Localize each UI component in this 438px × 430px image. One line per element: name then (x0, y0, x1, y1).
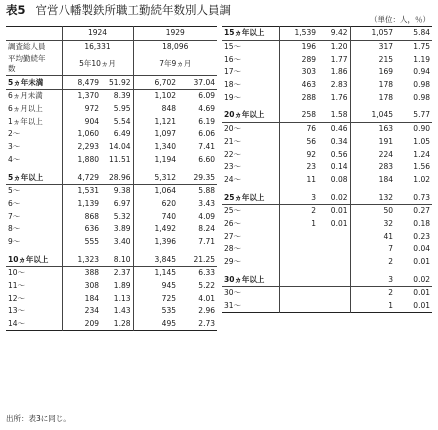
table-row (6, 184, 217, 197)
table-row (222, 300, 432, 313)
count-1924 (279, 256, 318, 269)
pct-1929: 7.41 (198, 142, 215, 152)
count-1924: 1,323 (62, 253, 101, 266)
year-header-blank (6, 27, 62, 41)
row-label: 25～ (224, 206, 242, 216)
pct-1924 (318, 256, 350, 269)
row-label: 6ヵ月以上 (8, 104, 43, 114)
row-label: 25ヵ年以上 (224, 192, 265, 202)
pct-1929: 0.98 (413, 80, 430, 90)
pct-1924: 51.92 (109, 77, 131, 87)
count-1924: 1,531 (62, 184, 101, 197)
table-row (6, 128, 217, 141)
table-row (6, 318, 217, 331)
count-1924 (279, 300, 318, 313)
pct-1924: 0.08 (330, 174, 348, 184)
pct-1929: 37.04 (193, 77, 215, 87)
pct-1929: 0.02 (413, 274, 430, 284)
row-label: 24～ (224, 174, 242, 184)
count-1929: 5,312 (133, 171, 178, 184)
average-row (6, 53, 217, 76)
table-row (6, 198, 217, 211)
pct-1924 (318, 230, 350, 243)
pct-1929: 2.73 (198, 319, 215, 329)
pct-1929: 0.73 (413, 192, 430, 202)
pct-1924: 1.20 (330, 42, 348, 52)
pct-1929: 5.22 (198, 281, 215, 291)
pct-1924: 3.89 (113, 224, 131, 234)
table-row (6, 141, 217, 154)
group-total-row (6, 171, 217, 184)
pct-1924 (318, 273, 350, 286)
count-1924: 463 (279, 79, 318, 92)
pct-1924: 1.77 (330, 54, 348, 64)
count-1924: 1,060 (62, 128, 101, 141)
pct-1924: 0.56 (330, 149, 348, 159)
row-label: 29～ (224, 257, 242, 267)
pct-1924: 5.95 (113, 104, 131, 114)
count-1929: 1,121 (133, 115, 178, 128)
average-1924: 5年10ヵ月 (62, 53, 133, 76)
pct-1924: 0.01 (330, 206, 348, 216)
pct-1929: 4.09 (198, 211, 215, 221)
count-1929: 184 (350, 174, 395, 187)
pct-1929: 1.02 (413, 174, 430, 184)
row-label: 30～ (224, 288, 242, 298)
pct-1924: 6.97 (113, 198, 131, 208)
table-row (222, 174, 432, 187)
count-1929: 178 (350, 79, 395, 92)
count-1929: 1,064 (133, 184, 178, 197)
count-1924: 56 (279, 136, 318, 149)
survey-1924: 16,331 (62, 40, 133, 53)
count-1924: 3 (279, 191, 318, 204)
table-row (6, 305, 217, 318)
pct-1924: 1.89 (113, 281, 131, 291)
count-1929: 495 (133, 318, 178, 331)
pct-1929: 1.75 (413, 42, 430, 52)
pct-1929: 8.24 (198, 224, 215, 234)
count-1924: 1,370 (62, 90, 101, 103)
pct-1929: 6.19 (198, 116, 215, 126)
row-label: 5ヵ年未満 (8, 77, 44, 87)
pct-1924: 1.43 (113, 306, 131, 316)
row-label: 15ヵ年以上 (224, 28, 265, 38)
row-label: 8～ (8, 224, 21, 234)
table-row (222, 122, 432, 135)
count-1924: 904 (62, 115, 101, 128)
pct-1924: 9.42 (330, 28, 348, 38)
count-1929: 215 (350, 53, 395, 66)
pct-1924: 1.76 (330, 92, 348, 102)
right-table (222, 26, 432, 313)
count-1924: 1,880 (62, 154, 101, 167)
pct-1924: 5.54 (113, 116, 131, 126)
pct-1924: 1.86 (330, 67, 348, 77)
pct-1929: 2.96 (198, 306, 215, 316)
row-label: 20ヵ年以上 (224, 110, 265, 120)
pct-1924: 2.37 (113, 268, 131, 278)
count-1929: 3,845 (133, 253, 178, 266)
pct-1924: 1.13 (113, 293, 131, 303)
survey-1929: 18,096 (133, 40, 217, 53)
count-1929: 1,045 (350, 109, 395, 122)
pct-1929: 0.01 (413, 288, 430, 298)
table-row (222, 148, 432, 161)
row-label: 6～ (8, 198, 21, 208)
group-total-row (222, 273, 432, 286)
row-label: 15～ (224, 42, 242, 52)
average-label-line1: 平均勤続年 (8, 54, 46, 64)
average-1929: 7年9ヵ月 (133, 53, 217, 76)
count-1924: 1,139 (62, 198, 101, 211)
count-1929: 169 (350, 66, 395, 79)
table-row (6, 267, 217, 280)
count-1929: 1,396 (133, 236, 178, 249)
average-label-line2: 数 (8, 64, 16, 74)
count-1929: 191 (350, 136, 395, 149)
pct-1924: 8.10 (113, 254, 131, 264)
count-1929: 1,492 (133, 223, 178, 236)
count-1929: 740 (133, 210, 178, 223)
count-1924 (279, 230, 318, 243)
average-label (6, 53, 62, 76)
table-title (6, 3, 231, 17)
count-1924: 289 (279, 53, 318, 66)
pct-1929: 7.71 (198, 236, 215, 246)
count-1929: 725 (133, 292, 178, 305)
year-header-row (6, 27, 217, 41)
pct-1929: 1.19 (413, 54, 430, 64)
count-1924: 1 (279, 218, 318, 231)
pct-1929: 5.77 (413, 110, 430, 120)
survey-label: 調査総人員 (8, 42, 46, 52)
pct-1929: 21.25 (193, 254, 215, 264)
row-label: 31～ (224, 301, 242, 311)
row-label: 5～ (8, 186, 21, 196)
table-row (6, 223, 217, 236)
pct-1929: 0.23 (413, 231, 430, 241)
pct-1929: 0.27 (413, 206, 430, 216)
pct-1924: 0.02 (330, 192, 348, 202)
row-label: 6ヵ月未満 (8, 91, 43, 101)
table-row (222, 230, 432, 243)
pct-1929: 0.90 (413, 124, 430, 134)
count-1929: 2 (350, 256, 395, 269)
count-1929: 163 (350, 122, 395, 135)
pct-1929: 1.24 (413, 149, 430, 159)
year-header-1929: 1929 (133, 27, 217, 41)
count-1929: 1 (350, 300, 395, 313)
pct-1924: 1.58 (330, 110, 348, 120)
row-label: 19～ (224, 92, 242, 102)
table-row (222, 256, 432, 269)
pct-1929: 0.01 (413, 301, 430, 311)
row-label: 16～ (224, 54, 242, 64)
table-row (6, 280, 217, 293)
row-label: 11～ (8, 281, 26, 291)
pct-1929: 0.98 (413, 92, 430, 102)
pct-1924: 0.01 (330, 218, 348, 228)
table-row (6, 292, 217, 305)
pct-1929: 5.84 (413, 28, 430, 38)
pct-1924: 5.32 (113, 211, 131, 221)
count-1929: 1,194 (133, 154, 178, 167)
pct-1924 (318, 243, 350, 256)
row-label: 14～ (8, 319, 26, 329)
row-label: 20～ (224, 124, 242, 134)
count-1929: 535 (133, 305, 178, 318)
count-1929: 132 (350, 191, 395, 204)
group-total-row (222, 27, 432, 41)
count-1924: 23 (279, 161, 318, 174)
count-1924: 303 (279, 66, 318, 79)
row-label: 5ヵ年以上 (8, 172, 44, 182)
count-1924 (279, 287, 318, 300)
pct-1929: 0.04 (413, 244, 430, 254)
count-1929: 2 (350, 287, 395, 300)
row-label: 13～ (8, 306, 26, 316)
table-number: 表5 (6, 3, 26, 17)
count-1929: 945 (133, 280, 178, 293)
table-row (222, 53, 432, 66)
pct-1929: 1.56 (413, 162, 430, 172)
table-row (222, 66, 432, 79)
count-1924: 209 (62, 318, 101, 331)
count-1929: 6,702 (133, 76, 178, 90)
count-1924: 288 (279, 91, 318, 104)
row-label: 21～ (224, 136, 242, 146)
count-1924: 388 (62, 267, 101, 280)
table-row (222, 91, 432, 104)
table-row (6, 115, 217, 128)
count-1929: 224 (350, 148, 395, 161)
row-label: 28～ (224, 244, 242, 254)
count-1924: 4,729 (62, 171, 101, 184)
pct-1924: 1.28 (113, 319, 131, 329)
table-row (6, 210, 217, 223)
group-total-row (6, 253, 217, 266)
count-1924: 972 (62, 103, 101, 116)
count-1929: 1,057 (350, 27, 395, 41)
count-1924: 8,479 (62, 76, 101, 90)
pct-1929: 5.88 (198, 186, 215, 196)
row-label: 27～ (224, 231, 242, 241)
count-1929: 3 (350, 273, 395, 286)
count-1924: 92 (279, 148, 318, 161)
count-1929: 178 (350, 91, 395, 104)
pct-1929: 4.01 (198, 293, 215, 303)
table-row (6, 236, 217, 249)
count-1924: 636 (62, 223, 101, 236)
pct-1929: 6.09 (198, 91, 215, 101)
survey-row (6, 40, 217, 53)
count-1924: 184 (62, 292, 101, 305)
pct-1924 (318, 300, 350, 313)
pct-1929: 0.94 (413, 67, 430, 77)
pct-1929: 6.60 (198, 154, 215, 164)
count-1929: 41 (350, 230, 395, 243)
year-header-1924: 1924 (62, 27, 133, 41)
count-1924 (279, 273, 318, 286)
count-1924: 1,539 (279, 27, 318, 41)
count-1929: 50 (350, 204, 395, 217)
pct-1924: 6.49 (113, 129, 131, 139)
group-total-row (6, 76, 217, 90)
pct-1924: 0.34 (330, 136, 348, 146)
count-1929: 848 (133, 103, 178, 116)
unit-note: （単位：人，％） (370, 15, 430, 24)
table-row (222, 136, 432, 149)
row-label: 3～ (8, 142, 21, 152)
count-1924: 868 (62, 210, 101, 223)
row-label: 23～ (224, 162, 242, 172)
pct-1929: 4.69 (198, 104, 215, 114)
count-1929: 32 (350, 218, 395, 231)
pct-1929: 6.06 (198, 129, 215, 139)
count-1924: 234 (62, 305, 101, 318)
pct-1929: 29.35 (193, 172, 215, 182)
pct-1924: 14.04 (109, 142, 131, 152)
count-1929: 317 (350, 40, 395, 53)
pct-1924: 11.51 (109, 154, 131, 164)
table-row (222, 218, 432, 231)
count-1924: 555 (62, 236, 101, 249)
count-1924: 308 (62, 280, 101, 293)
group-total-row (222, 191, 432, 204)
table-row (6, 154, 217, 167)
pct-1929: 3.43 (198, 198, 215, 208)
row-label: 7～ (8, 211, 21, 221)
pct-1924: 8.39 (113, 91, 131, 101)
table-row (222, 287, 432, 300)
count-1929: 283 (350, 161, 395, 174)
pct-1929: 1.05 (413, 136, 430, 146)
table-row (6, 90, 217, 103)
row-label: 30ヵ年以上 (224, 274, 265, 284)
count-1924: 2 (279, 204, 318, 217)
pct-1929: 0.01 (413, 257, 430, 267)
row-label: 1ヵ年以上 (8, 116, 43, 126)
table-row (222, 243, 432, 256)
pct-1924: 9.38 (113, 186, 131, 196)
footnote: 出所：表3に同じ。 (6, 414, 71, 423)
pct-1924: 28.96 (109, 172, 131, 182)
pct-1924: 0.14 (330, 162, 348, 172)
table-row (222, 79, 432, 92)
count-1924: 11 (279, 174, 318, 187)
row-label: 12～ (8, 293, 26, 303)
table-title-text: 官営八幡製鉄所職工勤続年数別人員調 (35, 3, 232, 17)
count-1929: 1,145 (133, 267, 178, 280)
row-label: 10ヵ年以上 (8, 254, 49, 264)
pct-1929: 6.33 (198, 268, 215, 278)
row-label: 9～ (8, 236, 21, 246)
group-total-row (222, 109, 432, 122)
row-label: 10～ (8, 268, 26, 278)
count-1924: 196 (279, 40, 318, 53)
count-1929: 1,102 (133, 90, 178, 103)
count-1924: 2,293 (62, 141, 101, 154)
table-row (222, 161, 432, 174)
count-1929: 1,340 (133, 141, 178, 154)
table-row (222, 40, 432, 53)
row-label: 17～ (224, 67, 242, 77)
row-label: 2～ (8, 129, 21, 139)
row-label: 22～ (224, 149, 242, 159)
table-row (6, 103, 217, 116)
count-1929: 7 (350, 243, 395, 256)
row-label: 18～ (224, 80, 242, 90)
pct-1924: 0.46 (330, 124, 348, 134)
left-table (6, 26, 217, 331)
row-label: 4～ (8, 154, 21, 164)
pct-1929: 0.18 (413, 218, 430, 228)
row-label: 26～ (224, 218, 242, 228)
count-1924 (279, 243, 318, 256)
count-1929: 1,097 (133, 128, 178, 141)
pct-1924 (318, 287, 350, 300)
pct-1924: 3.40 (113, 236, 131, 246)
count-1924: 76 (279, 122, 318, 135)
count-1924: 258 (279, 109, 318, 122)
count-1929: 620 (133, 198, 178, 211)
pct-1924: 2.83 (330, 80, 348, 90)
table-row (222, 204, 432, 217)
